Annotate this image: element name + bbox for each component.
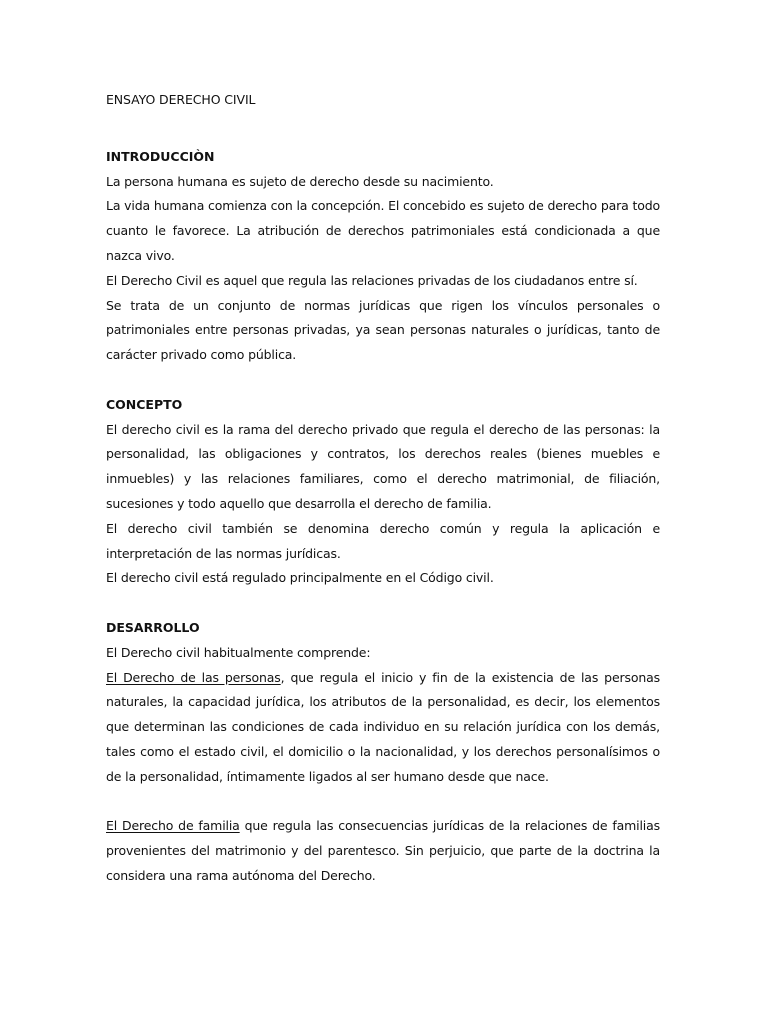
intro-paragraph-3: El Derecho Civil es aquel que regula las relaciones privadas de los ciudadanos entre sí. bbox=[106, 272, 638, 288]
document-title: ENSAYO DERECHO CIVIL bbox=[106, 92, 256, 107]
concepto-paragraph-3: El derecho civil está regulado principalmente en el Código civil. bbox=[106, 570, 494, 586]
section-spacer bbox=[106, 591, 660, 616]
derecho-personas-term: El Derecho de las personas bbox=[106, 669, 281, 685]
derecho-familia-term: El Derecho de familia bbox=[106, 818, 240, 834]
section-heading-desarrollo: DESARROLLO bbox=[106, 619, 200, 635]
section-heading-introduccion: INTRODUCCIÒN bbox=[106, 148, 215, 164]
desarrollo-paragraph-personas bbox=[106, 666, 660, 790]
derecho-personas-text: , que regula el inicio y fin de la existencia de las personas naturales, la capacidad jurídica, los atributos de la personalidad, es decir, los elementos que determinan las condiciones de cada individuo en su relación jurídica con los demás, tales como el estado civil, el domicilio o la nacionalidad, y los derechos personalísimos o de la personalidad, íntimamente ligados al ser humano desde que nace. bbox=[106, 669, 660, 784]
document-body bbox=[106, 88, 660, 889]
paragraph-spacer bbox=[106, 790, 660, 815]
section-spacer bbox=[106, 368, 660, 393]
concepto-paragraph-2: El derecho civil también se denomina derecho común y regula la aplicación e interpretación de las normas jurídicas. bbox=[106, 520, 660, 561]
intro-paragraph-4: Se trata de un conjunto de normas jurídicas que rigen los vínculos personales o patrimoniales entre personas privadas, ya sean personas naturales o jurídicas, tanto de carácter privado como pública. bbox=[106, 297, 660, 363]
derecho-familia-text: que regula las consecuencias jurídicas de la relaciones de familias provenientes del matrimonio y del parentesco. Sin perjuicio, que parte de la doctrina la considera una rama autónoma del Derecho. bbox=[106, 818, 660, 883]
section-heading-concepto: CONCEPTO bbox=[106, 396, 183, 412]
desarrollo-paragraph-1: El Derecho civil habitualmente comprende: bbox=[106, 644, 371, 660]
intro-paragraph-1: La persona humana es sujeto de derecho desde su nacimiento. bbox=[106, 173, 494, 189]
intro-paragraph-2: La vida humana comienza con la concepción. El concebido es sujeto de derecho para todo cuanto le favorece. La atribución de derechos patrimoniales está condicionada a que nazca vivo. bbox=[106, 198, 660, 263]
desarrollo-paragraph-familia bbox=[106, 814, 660, 888]
concepto-paragraph-1: El derecho civil es la rama del derecho privado que regula el derecho de las personas: la personalidad, las obligaciones y contratos, los derechos reales (bienes muebles e inmuebles) y las relaciones familiares, como el derecho matrimonial, de filiación, sucesiones y todo aquello que desarrolla el derecho de familia. bbox=[106, 421, 660, 511]
